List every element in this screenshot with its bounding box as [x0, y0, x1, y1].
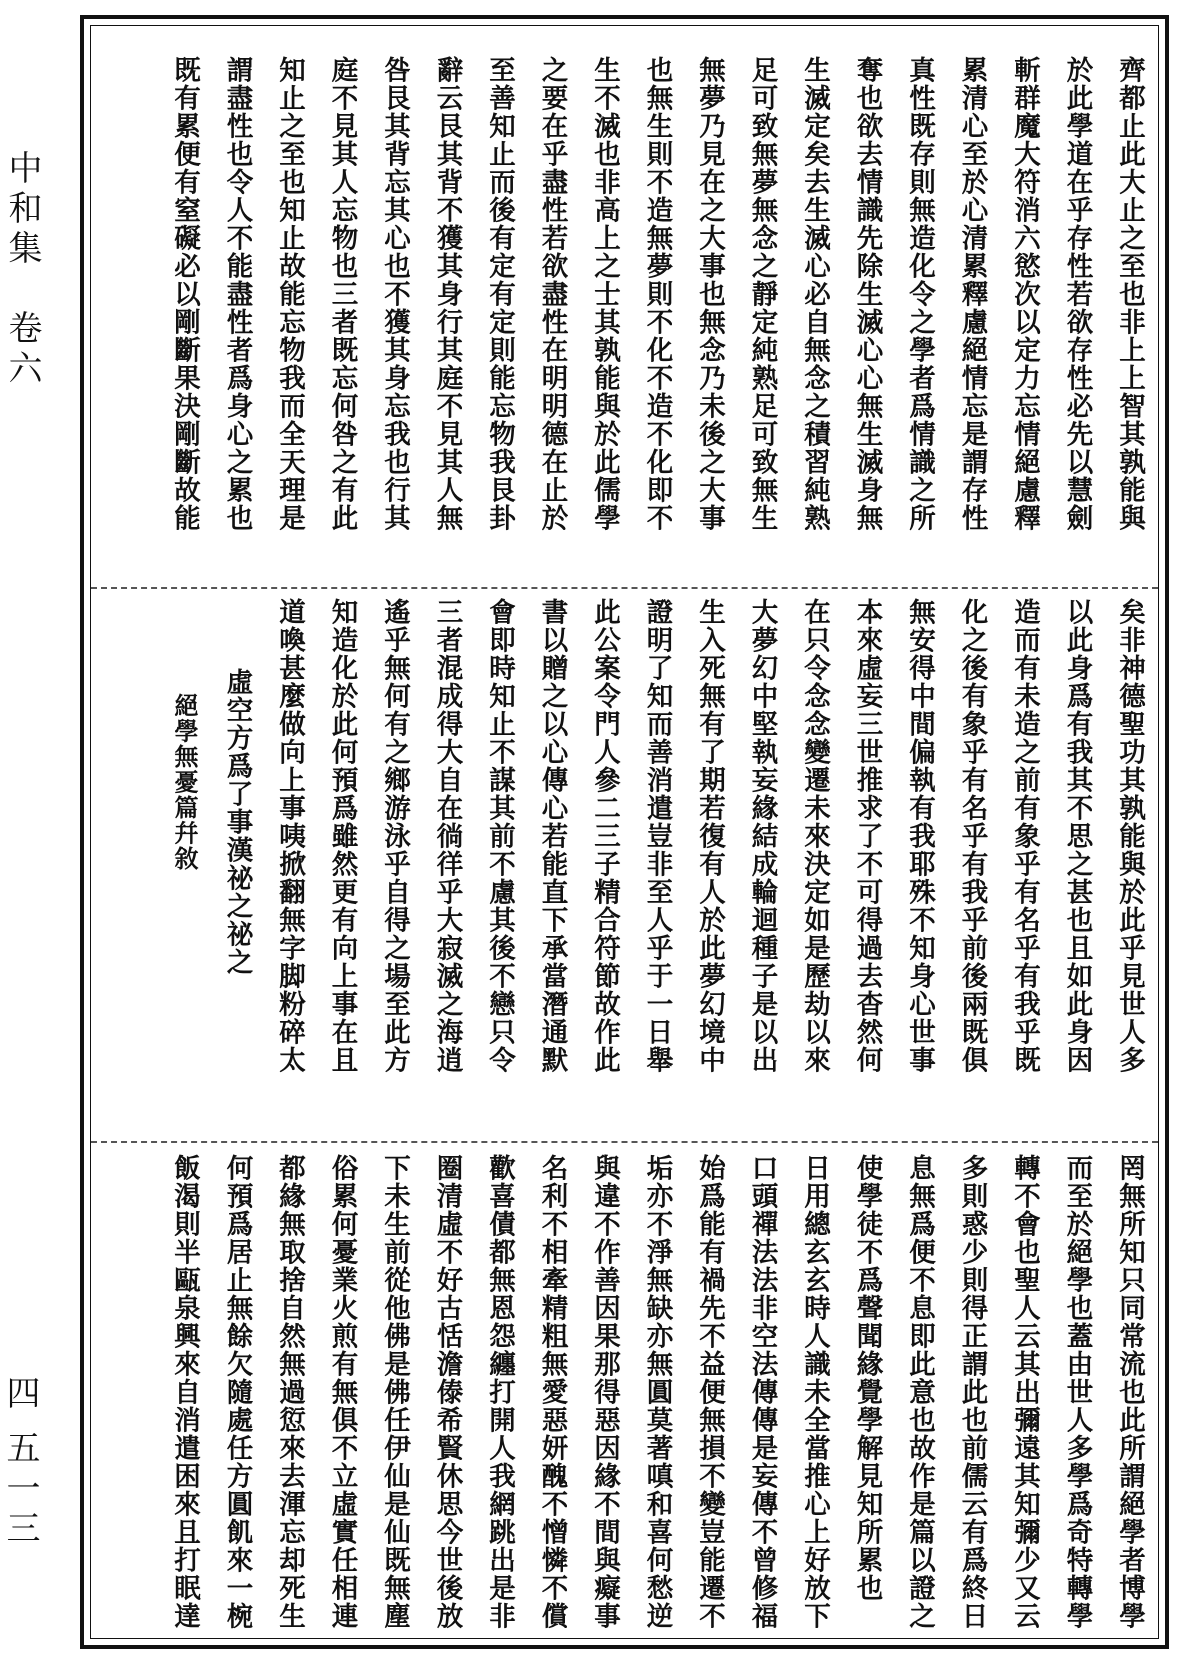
text-column: 造而有未造之前有象乎有名乎有我乎既	[1009, 598, 1040, 1074]
text-column: 化之後有象乎有名乎有我乎前後兩既俱	[956, 598, 988, 1074]
text-column: 真性既存則無造化令之學者爲情識之所	[904, 56, 935, 532]
text-column: 斬群魔大符消六慾次以定力忘情絕慮釋	[1009, 56, 1040, 532]
page-frame-inner	[90, 25, 1159, 1639]
text-column: 咎艮其背忘其心也不獲其身忘我也行其	[379, 56, 410, 532]
text-column: 齊都止此大止之至也非上上智其孰能與	[1114, 56, 1145, 532]
text-column: 三者混成得大自在徜徉乎大寂滅之海逍	[431, 598, 463, 1074]
text-column: 累清心至於心清累釋慮絕情忘是謂存性	[956, 56, 988, 532]
text-column: 矣非神德聖功其孰能與於此乎見世人多	[1114, 598, 1145, 1074]
volume-number: 四	[0, 1375, 40, 1415]
text-column: 生滅定矣去生滅心必自無念之積習純熟	[799, 56, 830, 532]
text-column: 於此學道在乎存性若欲存性必先以慧劍	[1061, 56, 1093, 532]
left-margin-title: 中和集 卷六	[2, 150, 42, 390]
text-column: 道喚甚麼做向上事咦掀翻無字脚粉碎太	[274, 598, 305, 1074]
text-column: 在只令念念變遷未來決定如是歷劫以來	[799, 598, 830, 1074]
text-column: 虛空方爲了事漢祕之祕之	[221, 668, 253, 976]
text-column: 無夢乃見在之大事也無念乃未後之大事	[694, 56, 725, 532]
text-column: 也無生則不造無夢則不化不造不化即不	[641, 56, 673, 532]
text-column: 俗累何憂業火煎有無俱不立虛實任相連	[326, 1154, 358, 1630]
text-register-bottom	[101, 1154, 1148, 1649]
text-register-top	[101, 56, 1148, 581]
text-column: 都緣無取捨自然無過愆來去渾忘却死生	[274, 1154, 305, 1630]
text-column: 口頭禪法法非空法傳傳是妄傳不曾修福	[746, 1154, 778, 1630]
text-column: 多則惑少則得正謂此也前儒云有爲終日	[956, 1154, 988, 1630]
text-column: 轉不會也聖人云其出彌遠其知彌少又云	[1009, 1154, 1040, 1630]
text-column: 知止之至也知止故能忘物我而全天理是	[274, 56, 305, 532]
text-column: 庭不見其人忘物也三者既忘何咎之有此	[326, 56, 358, 532]
text-column: 垢亦不淨無缺亦無圓莫著嗔和喜何愁逆	[641, 1154, 673, 1630]
text-column: 本來虛妄三世推求了不可得過去杳然何	[851, 598, 883, 1074]
text-column: 至善知止而後有定有定則能忘物我艮卦	[484, 56, 515, 532]
text-column: 大夢幻中堅執妄緣結成輪迴種子是以出	[746, 598, 778, 1074]
text-column: 知造化於此何預爲雖然更有向上事在且	[326, 598, 358, 1074]
text-column: 絕學無憂篇幷敘	[170, 693, 199, 872]
text-column: 謂盡性也令人不能盡性者爲身心之累也	[221, 56, 253, 532]
text-column: 以此身爲有我其不思之甚也且如此身因	[1061, 598, 1093, 1074]
text-column: 足可致無夢無念之靜定純熟足可致無生	[746, 56, 778, 532]
text-column: 無安得中間偏執有我耶殊不知身心世事	[904, 598, 935, 1074]
text-column: 辭云艮其背不獲其身行其庭不見其人無	[431, 56, 463, 532]
text-column: 而至於絕學也蓋由世人多學爲奇特轉學	[1061, 1154, 1093, 1630]
text-column: 何預爲居止無餘欠隨處任方圓飢來一椀	[221, 1154, 253, 1630]
text-column: 始爲能有禍先不益便無損不變豈能遷不	[694, 1154, 725, 1630]
text-column: 下未生前從他佛是佛任伊仙是仙既無塵	[379, 1154, 410, 1630]
text-column: 罔無所知只同常流也此所謂絕學者博學	[1114, 1154, 1145, 1630]
page-number: 五一三	[0, 1430, 40, 1550]
text-column: 證明了知而善消遣豈非至人乎于一日舉	[641, 598, 673, 1074]
page-frame	[80, 15, 1169, 1649]
text-column: 使學徒不爲聲聞緣覺學解見知所累也	[851, 1154, 883, 1602]
text-column: 歡喜債都無恩怨纏打開人我網跳出是非	[484, 1154, 515, 1630]
register-divider	[91, 1141, 1158, 1143]
text-column: 名利不相牽精粗無愛惡妍醜不憎憐不償	[536, 1154, 568, 1630]
text-column: 生不滅也非高上之士其孰能與於此儒學	[589, 56, 620, 532]
text-column: 既有累便有窒礙必以剛斷果決剛斷故能	[169, 56, 200, 532]
text-column: 之要在乎盡性若欲盡性在明明德在止於	[536, 56, 568, 532]
text-column: 飯渴則半甌泉興來自消遣困來且打眠達	[169, 1154, 200, 1630]
register-divider	[91, 587, 1158, 589]
text-column: 會即時知止不謀其前不慮其後不戀只令	[484, 598, 515, 1074]
text-register-middle	[101, 598, 1148, 1133]
text-column: 息無爲便不息即此意也故作是篇以證之	[904, 1154, 935, 1630]
text-column: 生入死無有了期若復有人於此夢幻境中	[694, 598, 725, 1074]
text-column: 奪也欲去情識先除生滅心心無生滅身無	[851, 56, 883, 532]
text-column: 此公案令門人參二三子精合符節故作此	[589, 598, 620, 1074]
text-column: 遙乎無何有之鄉游泳乎自得之場至此方	[379, 598, 410, 1074]
text-column: 與違不作善因果那得惡因緣不間與癡事	[589, 1154, 620, 1630]
text-column: 日用總玄玄時人識未全當推心上好放下	[799, 1154, 830, 1630]
text-column: 書以贈之以心傳心若能直下承當潛通默	[536, 598, 568, 1074]
text-column: 圈清虛不好古恬澹傣希賢休思今世後放	[431, 1154, 463, 1630]
